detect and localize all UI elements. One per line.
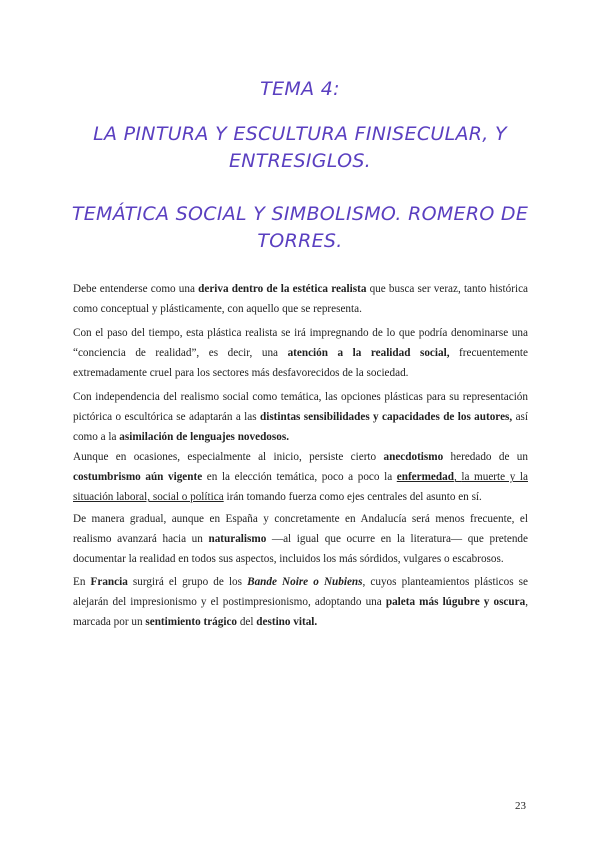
paragraph <box>73 387 528 447</box>
paragraph <box>73 572 528 632</box>
emphasis-text: Francia <box>90 576 128 589</box>
body-text: Con el paso del tiempo, esta plástica realista se irá impregnando de lo que podría denominarse una “conciencia de realidad”, es decir, una <box>73 327 528 360</box>
heading-topic-subtitle: TEMÁTICA SOCIAL Y SIMBOLISMO. ROMERO DE TORRES. <box>71 203 529 252</box>
emphasis-text: destino vital. <box>256 616 318 629</box>
body-text: la muerte y la situación laboral, social o política <box>73 471 528 504</box>
emphasis-text: naturalismo <box>208 533 267 546</box>
emphasis-text: deriva dentro de la estética realista <box>198 283 367 296</box>
body-text: , <box>453 471 462 484</box>
body-text: , marcada por un <box>73 596 528 629</box>
body-text: —al igual que ocurre en la literatura— que pretende documentar la realidad en todos sus aspectos, incluidos los más sórdidos, vulgares o escabrosos. <box>73 533 528 566</box>
paragraph <box>73 279 528 319</box>
body-text: irán tomando fuerza como ejes centrales del asunto en sí. <box>223 491 482 504</box>
emphasis-text: distintas sensibilidades y capacidades de los autores, <box>259 411 513 424</box>
emphasis-text: Bande Noire o Nubiens <box>247 576 363 589</box>
emphasis-text: sentimiento trágico <box>145 616 238 629</box>
body-text: frecuentemente extremadamente cruel para los sectores más desfavorecidos de la sociedad. <box>73 347 528 380</box>
body-text: del <box>237 616 257 629</box>
body-text: En <box>73 576 91 589</box>
body-text: en la elección temática, poco a poco la <box>202 471 397 484</box>
emphasis-text: atención a la realidad social, <box>287 347 450 360</box>
emphasis-text: enfermedad <box>396 471 454 484</box>
body-text: surgirá el grupo de los <box>127 576 248 589</box>
paragraph <box>73 447 528 507</box>
heading-topic-number: TEMA 4: <box>260 78 340 100</box>
body-text: que busca ser veraz, tanto histórica como conceptual y plásticamente, con aquello que se representa. <box>73 283 529 316</box>
body-text: , cuyos planteamientos plásticos se alejarán del impresionismo y el postimpresionismo, adoptando una <box>73 576 529 609</box>
body-text: De manera gradual, aunque en España y concretamente en Andalucía será menos frecuente, el realismo avanzará hacia un <box>73 513 528 546</box>
emphasis-text: paleta más lúgubre y oscura <box>385 596 526 609</box>
page-number: 23 <box>515 800 526 812</box>
paragraph <box>73 509 528 569</box>
emphasis-text: anecdotismo <box>383 451 444 464</box>
emphasis-text: asimilación de lenguajes novedosos. <box>119 431 289 444</box>
heading-topic-title: LA PINTURA Y ESCULTURA FINISECULAR, Y ENTRESIGLOS. <box>93 123 507 172</box>
body-text: Con independencia del realismo social como temática, las opciones plásticas para su representación pictórica o escultórica se adaptarán a las <box>73 391 528 424</box>
body-text: Debe entenderse como una <box>73 283 199 296</box>
body-text: así como a la <box>73 411 529 444</box>
body-text: Aunque en ocasiones, especialmente al inicio, persiste cierto <box>73 451 384 464</box>
body-text: heredado de un <box>443 451 528 464</box>
emphasis-text: costumbrismo aún vigente <box>73 471 203 484</box>
paragraph <box>73 323 528 383</box>
